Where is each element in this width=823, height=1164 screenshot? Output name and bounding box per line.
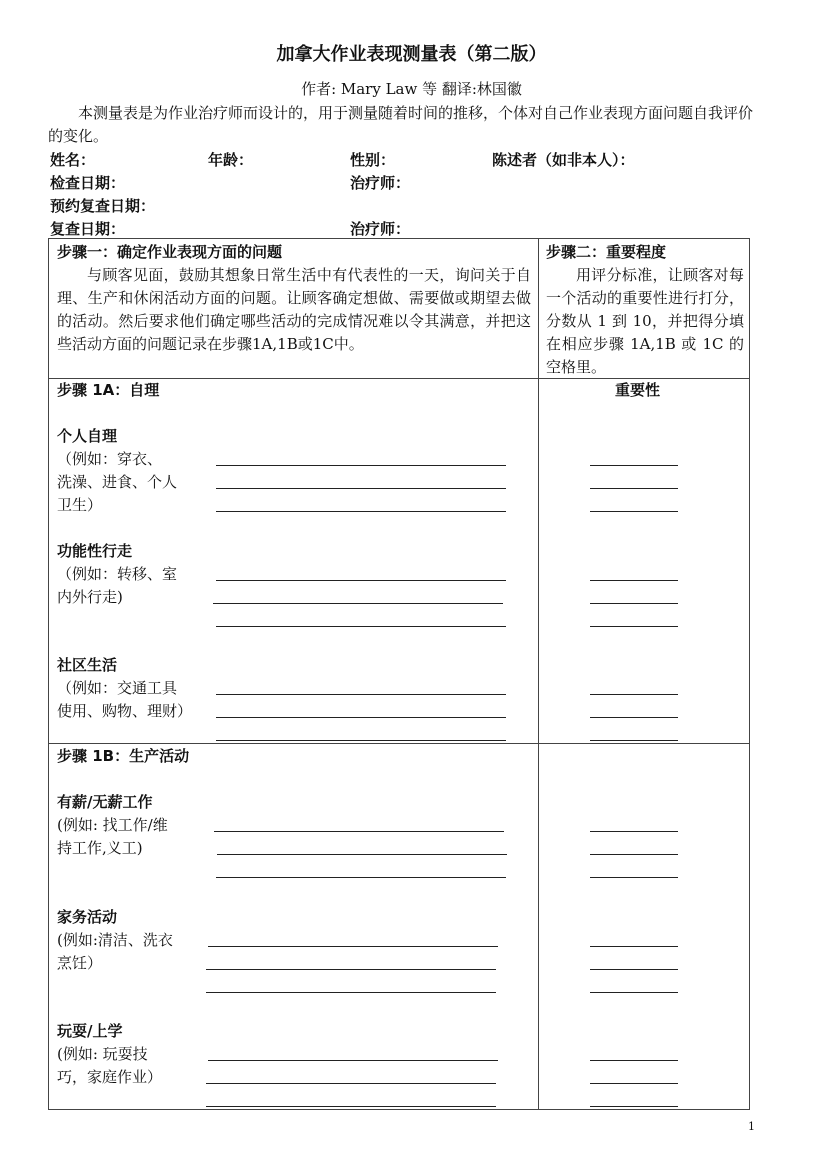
answer-line[interactable] — [206, 969, 496, 970]
intro-paragraph: 本测量表是为作业治疗师而设计的，用于测量随着时间的推移，个体对自己作业表现方面问题自我评价的变化。 — [48, 104, 754, 145]
answer-line[interactable] — [216, 717, 506, 718]
recheck-date-label: 复查日期： — [50, 220, 126, 238]
answer-line[interactable] — [208, 1060, 498, 1061]
author-line: 作者: Mary Law 等 翻译:林国徽 — [301, 80, 522, 98]
importance-score-line[interactable] — [590, 717, 678, 718]
narrator-label: 陈述者（如非本人）： — [492, 151, 635, 169]
answer-line[interactable] — [206, 992, 496, 993]
therapist-label: 治疗师： — [350, 174, 411, 192]
step2-body: 用评分标准，让顾客对每一个活动的重要性进行打分，分数从 1 到 10，并把得分填在相应步骤 1A,1B 或 1C 的空格里。 — [546, 266, 744, 376]
importance-score-line[interactable] — [590, 603, 678, 604]
gender-label: 性别： — [350, 151, 396, 169]
importance-score-line[interactable] — [590, 488, 678, 489]
play-school-example-2: 巧，家庭作业） — [57, 1068, 163, 1086]
personal-care-example-1: （例如：穿衣、 — [57, 450, 163, 468]
personal-care-example-3: 卫生） — [57, 496, 103, 514]
answer-line[interactable] — [216, 488, 506, 489]
importance-score-line[interactable] — [590, 969, 678, 970]
importance-score-line[interactable] — [590, 626, 678, 627]
play-school-example-1: (例如: 玩耍技 — [57, 1045, 148, 1063]
answer-line[interactable] — [216, 694, 506, 695]
community-example-2: 使用、购物、理财） — [57, 702, 193, 720]
answer-line[interactable] — [216, 511, 506, 512]
importance-score-line[interactable] — [590, 694, 678, 695]
answer-line[interactable] — [217, 854, 507, 855]
personal-care-example-2: 洗澡、进食、个人 — [57, 473, 178, 491]
answer-line[interactable] — [216, 465, 506, 466]
answer-line[interactable] — [214, 831, 504, 832]
answer-line[interactable] — [213, 603, 503, 604]
answer-line[interactable] — [216, 580, 506, 581]
importance-score-line[interactable] — [590, 877, 678, 878]
page-number: 1 — [748, 1120, 755, 1133]
answer-line[interactable] — [216, 626, 506, 627]
answer-line[interactable] — [206, 1083, 496, 1084]
step1b-title: 步骤 1B：生产活动 — [57, 747, 190, 765]
step1-title: 步骤一：确定作业表现方面的问题 — [57, 243, 283, 261]
age-label: 年龄： — [208, 151, 254, 169]
column-divider — [538, 238, 539, 1110]
therapist-recheck-label: 治疗师： — [350, 220, 411, 238]
importance-score-line[interactable] — [590, 992, 678, 993]
importance-score-line[interactable] — [590, 511, 678, 512]
personal-care-label: 个人自理 — [57, 427, 118, 445]
mobility-label: 功能性行走 — [57, 542, 133, 560]
play-school-label: 玩耍/上学 — [57, 1022, 123, 1040]
household-example-2: 烹饪） — [57, 954, 103, 972]
mobility-example-1: （例如：转移、室 — [57, 565, 178, 583]
work-example-1: (例如: 找工作/维 — [57, 816, 168, 834]
importance-score-line[interactable] — [590, 740, 678, 741]
mobility-example-2: 内外行走) — [57, 588, 123, 606]
household-example-1: (例如:清洁、洗衣 — [57, 931, 173, 949]
page-title: 加拿大作业表现测量表（第二版） — [276, 44, 547, 65]
importance-score-line[interactable] — [590, 946, 678, 947]
work-example-2: 持工作,义工) — [57, 839, 143, 857]
answer-line[interactable] — [216, 877, 506, 878]
importance-header: 重要性 — [615, 381, 661, 399]
importance-score-line[interactable] — [590, 854, 678, 855]
work-label: 有薪/无薪工作 — [57, 793, 153, 811]
row-divider-2 — [48, 743, 750, 744]
household-label: 家务活动 — [57, 908, 118, 926]
step1-body: 与顾客见面，鼓励其想象日常生活中有代表性的一天，询问关于自理、生产和休闲活动方面的问题。让顾客确定想做、需要做或期望去做的活动。然后要求他们确定哪些活动的完成情况难以令其满意，并把这些活动方面的问题记录在步骤1A,1B或1C中。 — [57, 266, 531, 353]
importance-score-line[interactable] — [590, 831, 678, 832]
step1a-title: 步骤 1A：自理 — [57, 381, 160, 399]
importance-score-line[interactable] — [590, 580, 678, 581]
appointment-date-label: 预约复查日期： — [50, 197, 156, 215]
importance-score-line[interactable] — [590, 1060, 678, 1061]
importance-score-line[interactable] — [590, 1106, 678, 1107]
community-example-1: （例如：交通工具 — [57, 679, 178, 697]
answer-line[interactable] — [206, 1106, 496, 1107]
answer-line[interactable] — [208, 946, 498, 947]
exam-date-label: 检查日期： — [50, 174, 126, 192]
answer-line[interactable] — [216, 740, 506, 741]
step2-title: 步骤二：重要程度 — [546, 243, 667, 261]
importance-score-line[interactable] — [590, 1083, 678, 1084]
importance-score-line[interactable] — [590, 465, 678, 466]
community-label: 社区生活 — [57, 656, 118, 674]
name-label: 姓名： — [50, 151, 96, 169]
